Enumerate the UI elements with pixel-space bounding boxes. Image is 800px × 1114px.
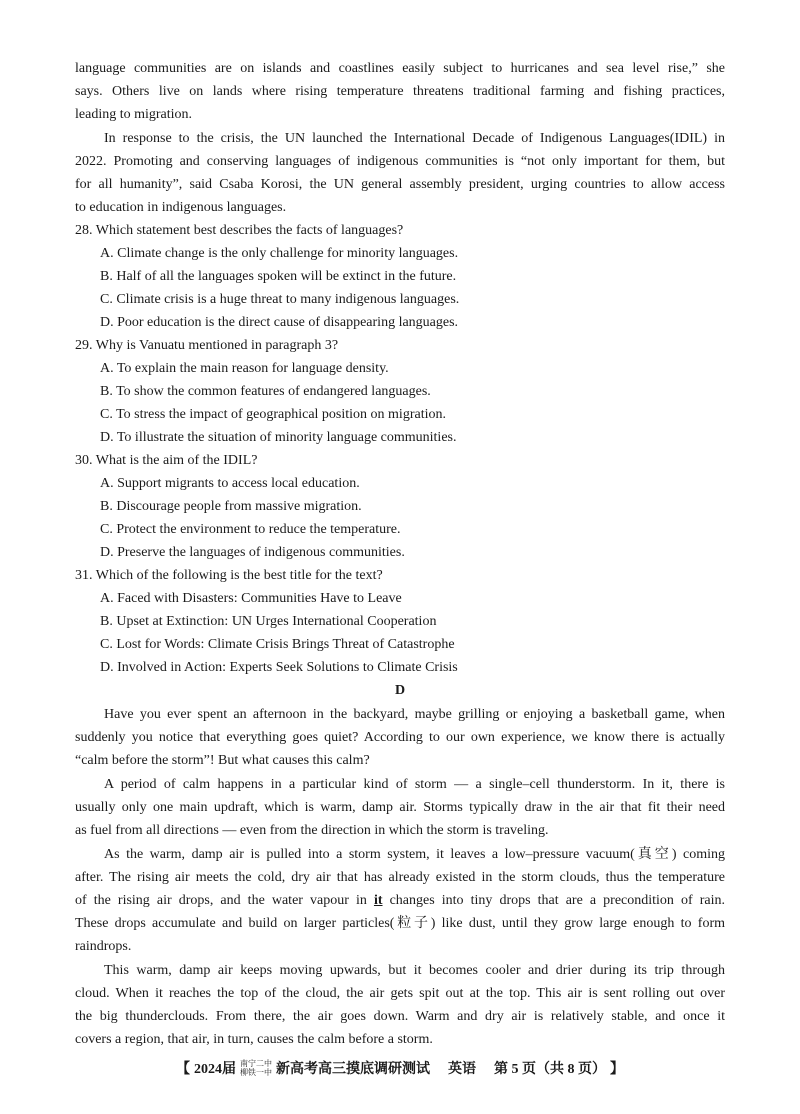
passage-line: language communities are on islands and coastlines easily subject to hurricanes and sea level rise,” she — [75, 61, 725, 76]
question-option: D. Preserve the languages of indigenous communities. — [100, 545, 405, 560]
footer-schools — [240, 1059, 272, 1077]
passage-line: usually only one main updraft, which is warm, damp air. Storms typically draw in the air that fit their need — [75, 800, 725, 815]
footer-page-number: 第 5 页（共 8 页） — [494, 1062, 606, 1077]
passage-text: of the rising air drops, and the water vapour in — [75, 893, 374, 908]
passage-line: the big thunderclouds. From there, the air goes down. Warm and dry air is relatively stable, and once it — [75, 1009, 725, 1024]
question-stem: 30. What is the aim of the IDIL? — [75, 453, 258, 468]
question-option: C. To stress the impact of geographical position on migration. — [100, 407, 446, 422]
passage-line: “calm before the storm”! But what causes this calm? — [75, 753, 370, 768]
passage-line: suddenly you notice that everything goes quiet? According to our own experience, we know there is actually — [75, 730, 725, 745]
passage-line: as fuel from all directions — even from the direction in which the storm is traveling. — [75, 823, 549, 838]
question-option: C. Lost for Words: Climate Crisis Brings Threat of Catastrophe — [100, 637, 455, 652]
passage-line: In response to the crisis, the UN launched the International Decade of Indigenous Languages(IDIL) in — [104, 131, 725, 146]
question-option: A. Climate change is the only challenge for minority languages. — [100, 246, 459, 261]
question-option: A. Support migrants to access local education. — [100, 476, 360, 491]
question-option: B. Half of all the languages spoken will be extinct in the future. — [100, 269, 457, 284]
question-option: A. Faced with Disasters: Communities Have to Leave — [100, 591, 402, 606]
passage-line: A period of calm happens in a particular kind of storm — a single–cell thunderstorm. In it, there is — [104, 777, 725, 792]
passage-line: As the warm, damp air is pulled into a storm system, it leaves a low–pressure vacuum(真空) coming — [104, 847, 725, 862]
passage-line: for all humanity”, said Csaba Korosi, the UN general assembly president, urging countries to allow access — [75, 177, 725, 192]
question-option: C. Protect the environment to reduce the temperature. — [100, 522, 401, 537]
page-footer — [0, 1058, 800, 1078]
question-option: B. Discourage people from massive migration. — [100, 499, 362, 514]
passage-line: These drops accumulate and build on larger particles(粒子) like dust, until they grow large enough to form — [75, 916, 725, 931]
footer-exam-name: 新高考高三摸底调研测试 — [276, 1062, 430, 1077]
footer-subject: 英语 — [448, 1062, 476, 1077]
section-heading: D — [394, 683, 406, 698]
footer-school-top: 南宁二中 — [240, 1059, 272, 1068]
passage-line: raindrops. — [75, 939, 132, 954]
passage-line: Have you ever spent an afternoon in the backyard, maybe grilling or enjoying a basketball game, when — [104, 707, 725, 722]
passage-line: says. Others live on lands where rising temperature threatens traditional farming and fishing practices, — [75, 84, 725, 99]
question-option: D. Poor education is the direct cause of disappearing languages. — [100, 315, 459, 330]
passage-line: covers a region, that air, in turn, causes the calm before a storm. — [75, 1032, 433, 1047]
question-option: D. Involved in Action: Experts Seek Solutions to Climate Crisis — [100, 660, 458, 675]
passage-line: cloud. When it reaches the top of the cloud, the air gets spit out at the top. This air is sent rolling out over — [75, 986, 725, 1001]
passage-line: This warm, damp air keeps moving upwards, but it becomes cooler and drier during its trip through — [104, 963, 725, 978]
question-stem: 29. Why is Vanuatu mentioned in paragraph 3? — [75, 338, 339, 353]
question-option: B. Upset at Extinction: UN Urges International Cooperation — [100, 614, 437, 629]
passage-line — [75, 889, 725, 912]
footer-year: 2024届 — [194, 1062, 236, 1077]
footer-bracket-close: 】 — [610, 1062, 624, 1077]
question-stem: 31. Which of the following is the best title for the text? — [75, 568, 383, 583]
question-option: D. To illustrate the situation of minority language communities. — [100, 430, 457, 445]
question-option: B. To show the common features of endangered languages. — [100, 384, 431, 399]
passage-text: changes into tiny drops that are a precondition of rain. — [382, 893, 725, 908]
passage-line: leading to migration. — [75, 107, 193, 122]
passage-line: after. The rising air meets the cold, dry air that has already existed in the storm clouds, thus the temperature — [75, 870, 725, 885]
question-stem: 28. Which statement best describes the facts of languages? — [75, 223, 404, 238]
passage-line: to education in indigenous languages. — [75, 200, 287, 215]
underlined-word-it: it — [373, 893, 383, 908]
footer-bracket-open: 【 — [176, 1062, 190, 1077]
question-option: A. To explain the main reason for language density. — [100, 361, 389, 376]
passage-line: 2022. Promoting and conserving languages of indigenous communities is “not only important for them, but — [75, 154, 725, 169]
question-option: C. Climate crisis is a huge threat to many indigenous languages. — [100, 292, 460, 307]
footer-school-bottom: 柳铁一中 — [240, 1068, 272, 1077]
